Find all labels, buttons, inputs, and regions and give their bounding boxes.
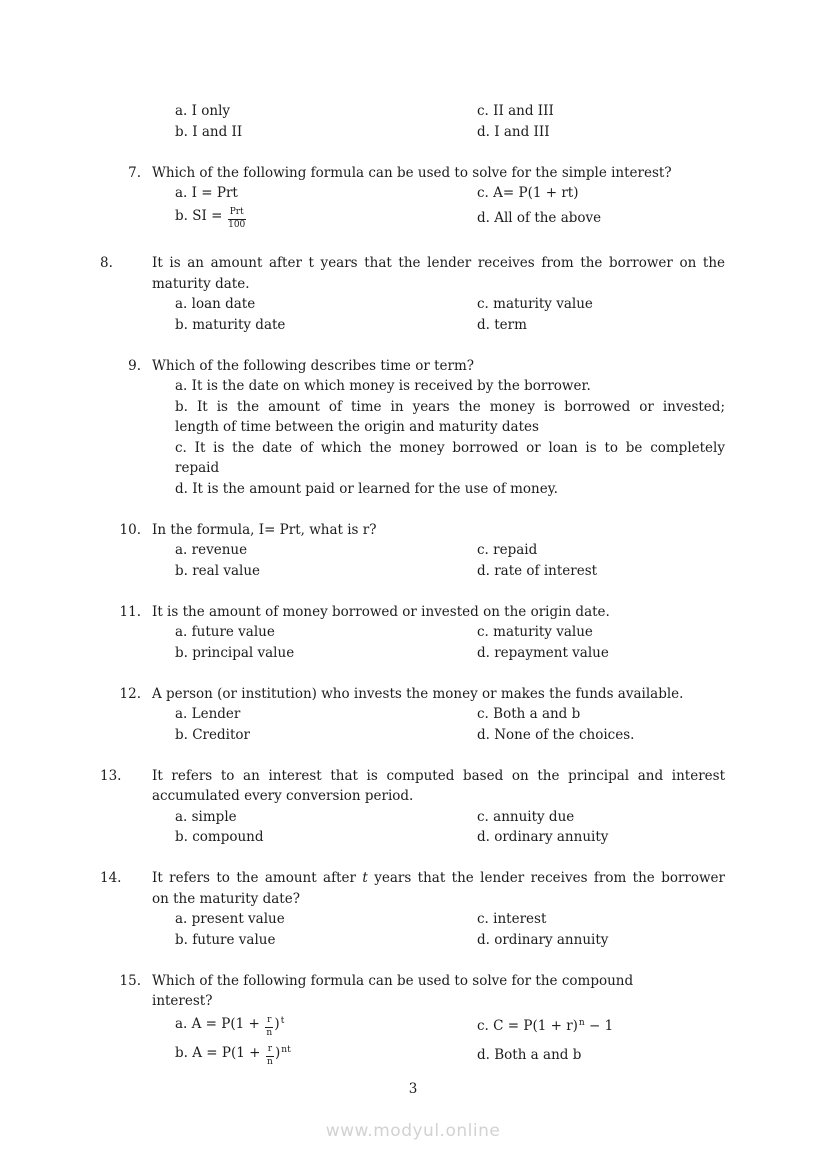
q15-text-line-1-text: Which of the following formula can be used to solve for the compound — [152, 972, 634, 989]
q14-text-line-1 — [100, 868, 725, 889]
q12-number: 12. — [119, 685, 141, 702]
q10-text — [100, 520, 725, 541]
q9-option-c-line-2: repaid — [175, 460, 220, 476]
question-8 — [100, 253, 725, 335]
carryover-options-row-1 — [100, 101, 725, 122]
q12-text — [100, 684, 725, 705]
question-7 — [100, 163, 725, 233]
q7-fraction-denominator: 100 — [228, 220, 246, 230]
q8-option-b: b. maturity date — [175, 316, 286, 333]
q15-text-line-2: interest? — [152, 993, 213, 1009]
q15-option-b-exponent: nt — [281, 1045, 291, 1055]
q13-text-line-1-text: It refers to an interest that is computed based on the principal and interest — [152, 767, 725, 784]
question-10 — [100, 520, 725, 582]
q12-options-row-1 — [100, 704, 725, 725]
q13-options-row-2 — [100, 827, 725, 848]
q14-option-b: b. future value — [175, 931, 276, 948]
q10-options-row-1 — [100, 540, 725, 561]
q12-option-b: b. Creditor — [175, 726, 250, 743]
q11-options-row-2 — [100, 643, 725, 664]
q7-option-d: d. All of the above — [477, 209, 602, 226]
q10-option-a: a. revenue — [175, 542, 248, 558]
q15-option-b-fraction — [266, 1045, 274, 1067]
q13-options-row-1 — [100, 807, 725, 828]
watermark-url: www.modyul.online — [325, 1121, 501, 1141]
q9-number: 9. — [128, 357, 141, 374]
q14-text-line-1-post: years that the lender receives from the borrower — [367, 870, 725, 886]
q15-text-line-1 — [100, 971, 725, 992]
q15-option-a-formula: a. A = P(1 + — [175, 1016, 265, 1032]
question-14 — [100, 868, 725, 950]
q15-option-b — [175, 1043, 477, 1067]
carryover-option-b: b. I and II — [175, 123, 243, 140]
q14-options-row-1 — [100, 909, 725, 930]
q9-option-a: a. It is the date on which money is received by the borrower. — [175, 378, 591, 394]
q11-option-b: b. principal value — [175, 644, 295, 661]
question-15 — [100, 971, 725, 1070]
carryover-options-row-2 — [100, 122, 725, 143]
q9-option-d: d. It is the amount paid or learned for the use of money. — [175, 480, 558, 497]
q15-option-d: d. Both a and b — [477, 1046, 582, 1063]
q14-text-line-2: on the maturity date? — [152, 890, 300, 907]
q12-text-line: A person (or institution) who invests the money or makes the funds available. — [152, 685, 684, 702]
q8-number: 8. — [100, 255, 113, 271]
carryover-option-d: d. I and III — [477, 123, 550, 140]
q14-options-row-2 — [100, 930, 725, 951]
q7-fraction-numerator: Prt — [228, 208, 246, 220]
q15-option-c — [477, 1016, 725, 1037]
q7-options-row-2 — [100, 204, 725, 233]
q11-text — [100, 602, 725, 623]
q12-option-d: d. None of the choices. — [477, 726, 635, 743]
q15-option-a-close-paren: ) — [274, 1016, 280, 1032]
q9-option-b-line-2: length of time between the origin and maturity dates — [175, 419, 539, 435]
q15-option-c-formula: c. C = P(1 + r) — [477, 1017, 578, 1034]
question-12 — [100, 684, 725, 746]
q15-option-a-fraction — [265, 1016, 273, 1038]
q8-option-d: d. term — [477, 316, 527, 333]
q11-options-row-1 — [100, 622, 725, 643]
q7-option-c: c. A= P(1 + rt) — [477, 185, 579, 201]
q15-option-a-exponent: t — [280, 1016, 285, 1026]
q14-variable-t: t — [362, 870, 368, 886]
q14-number: 14. — [100, 870, 122, 886]
q13-text-line-1 — [100, 766, 725, 787]
q15-a-fraction-denominator: n — [266, 1028, 273, 1038]
q7-option-b — [175, 206, 477, 230]
q10-option-c: c. repaid — [477, 542, 538, 558]
q10-text-line: In the formula, I= Prt, what is r? — [152, 521, 377, 538]
q11-option-c: c. maturity value — [477, 624, 593, 640]
q10-number: 10. — [119, 521, 141, 538]
q15-option-c-exponent: n — [578, 1017, 585, 1028]
q12-options-row-2 — [100, 725, 725, 746]
page-number: 3 — [408, 1081, 418, 1097]
q8-option-c: c. maturity value — [477, 296, 593, 312]
q8-text-line-1-text: It is an amount after t years that the lender receives from the borrower on the — [152, 255, 725, 271]
q10-option-b: b. real value — [175, 562, 261, 579]
q15-number: 15. — [119, 972, 141, 989]
question-9 — [100, 356, 725, 500]
q7-option-b-formula: b. SI = — [175, 208, 227, 224]
q9-text — [100, 356, 725, 377]
q8-text-line-1 — [100, 253, 725, 274]
q15-option-b-close-paren: ) — [275, 1045, 281, 1061]
q11-option-a: a. future value — [175, 624, 275, 640]
q12-option-c: c. Both a and b — [477, 706, 581, 722]
q15-option-c-tail: − 1 — [584, 1017, 614, 1034]
q14-text-line-1-pre: It refers to the amount after — [152, 870, 363, 886]
q13-option-d: d. ordinary annuity — [477, 829, 609, 845]
q10-option-d: d. rate of interest — [477, 562, 598, 579]
q7-option-b-fraction — [228, 208, 246, 230]
q8-options-row-2 — [100, 315, 725, 336]
quiz-page-content — [100, 101, 725, 1090]
q13-text-line-2: accumulated every conversion period. — [152, 788, 414, 804]
q9-option-c-line-1: c. It is the date of which the money borrowed or loan is to be completely — [175, 439, 725, 456]
q11-text-line: It is the amount of money borrowed or invested on the origin date. — [152, 603, 610, 620]
q13-option-b: b. compound — [175, 829, 264, 845]
question-11 — [100, 602, 725, 664]
q11-number: 11. — [119, 603, 141, 620]
q15-options-row-2 — [100, 1041, 725, 1070]
q12-option-a: a. Lender — [175, 706, 241, 722]
carryover-option-c: c. II and III — [477, 103, 554, 119]
q15-b-fraction-numerator: r — [266, 1045, 274, 1057]
q7-number: 7. — [128, 164, 141, 181]
q8-text-line-2: maturity date. — [152, 275, 250, 292]
q15-b-fraction-denominator: n — [266, 1057, 273, 1067]
q10-options-row-2 — [100, 561, 725, 582]
q14-option-c: c. interest — [477, 911, 547, 927]
q15-a-fraction-numerator: r — [265, 1016, 273, 1028]
q15-option-a — [175, 1014, 477, 1038]
q7-option-a: a. I = Prt — [175, 185, 238, 201]
q11-option-d: d. repayment value — [477, 644, 609, 661]
q13-number: 13. — [100, 767, 122, 784]
q8-option-a: a. loan date — [175, 296, 256, 312]
q14-option-a: a. present value — [175, 911, 285, 927]
q7-text-line: Which of the following formula can be used to solve for the simple interest? — [152, 164, 672, 181]
q15-options-row-1 — [100, 1012, 725, 1041]
carryover-options — [100, 101, 725, 142]
q7-options-row-1 — [100, 183, 725, 204]
q8-options-row-1 — [100, 294, 725, 315]
q9-option-b-line-1: b. It is the amount of time in years the money is borrowed or invested; — [175, 398, 725, 415]
carryover-option-a: a. I only — [175, 103, 231, 119]
q13-option-c: c. annuity due — [477, 808, 575, 825]
question-13 — [100, 766, 725, 848]
q13-option-a: a. simple — [175, 808, 237, 825]
q7-text — [100, 163, 725, 184]
q14-option-d: d. ordinary annuity — [477, 931, 609, 948]
q9-text-line: Which of the following describes time or term? — [152, 357, 474, 374]
q15-option-b-formula: b. A = P(1 + — [175, 1045, 265, 1061]
